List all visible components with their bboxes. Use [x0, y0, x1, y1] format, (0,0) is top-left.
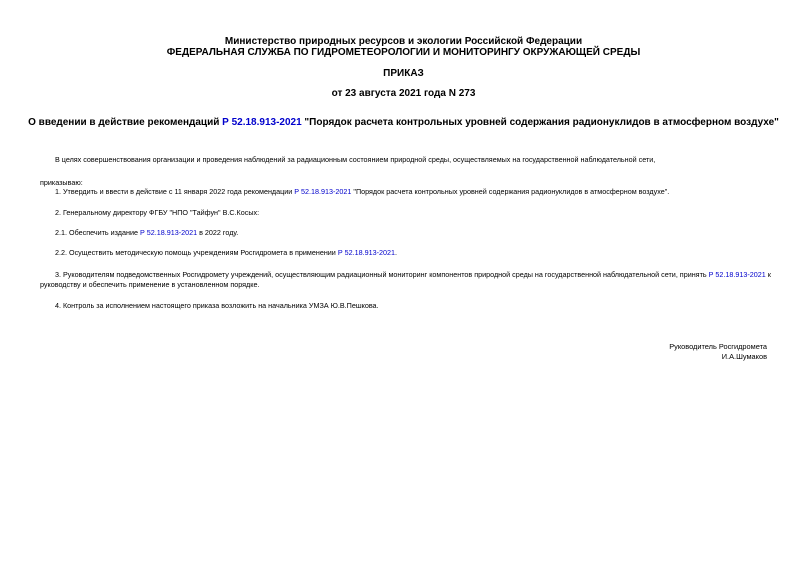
service-name: ФЕДЕРАЛЬНАЯ СЛУЖБА ПО ГИДРОМЕТЕОРОЛОГИИ И МОНИТОРИНГУ ОКРУЖАЮЩЕЙ СРЕДЫ: [166, 47, 641, 58]
order-item-1: [40, 187, 780, 197]
item3-suffix: к руководству и обеспечить применение в установленном порядке.: [40, 270, 771, 289]
signature-position: Руководитель Росгидромета: [669, 342, 767, 351]
preamble-paragraph: В целях совершенствования организации и проведения наблюдений за радиационным состоянием природной среды, осуществляемых на государственной наблюдательной сети,: [55, 155, 656, 164]
title-suffix: "Порядок расчета контрольных уровней содержания радионуклидов в атмосферном воздухе": [301, 117, 779, 128]
item21-prefix: 2.1. Обеспечить издание: [55, 228, 140, 237]
ministry-name: Министерство природных ресурсов и экологии Российской Федерации: [224, 36, 583, 47]
title-prefix: О введении в действие рекомендаций: [28, 117, 223, 128]
document-title: [0, 117, 807, 128]
document-date-number: от 23 августа 2021 года N 273: [331, 88, 476, 99]
item22-prefix: 2.2. Осуществить методическую помощь учреждениям Росгидромета в применении: [55, 248, 338, 257]
item1-doc-link[interactable]: Р 52.18.913-2021: [294, 187, 352, 196]
title-doc-link[interactable]: Р 52.18.913-2021: [222, 117, 302, 128]
item3-prefix: 3. Руководителям подведомственных Росгидромету учреждений, осуществляющим радиационный мониторинг компонентов природной среды на государственной наблюдательной сети, принять: [55, 270, 709, 279]
order-item-2-1: [40, 228, 780, 238]
order-item-2: 2. Генеральному директору ФГБУ "НПО "Тайфун" В.С.Косых:: [55, 208, 260, 217]
document-type: ПРИКАЗ: [383, 68, 424, 79]
item21-suffix: в 2022 году.: [197, 228, 239, 237]
item22-suffix: .: [394, 248, 397, 257]
order-item-2-2: [40, 248, 780, 258]
order-item-4: 4. Контроль за исполнением настоящего приказа возложить на начальника УМЗА Ю.В.Пешкова.: [55, 301, 379, 310]
item3-doc-link[interactable]: Р 52.18.913-2021: [708, 270, 766, 279]
order-word: приказываю:: [40, 178, 83, 187]
signature-name: И.А.Шумаков: [721, 352, 767, 361]
order-item-3: [40, 270, 780, 290]
item22-doc-link[interactable]: Р 52.18.913-2021: [337, 248, 395, 257]
item1-prefix: 1. Утвердить и ввести в действие с 11 января 2022 года рекомендации: [55, 187, 295, 196]
item21-doc-link[interactable]: Р 52.18.913-2021: [139, 228, 198, 237]
item1-suffix: "Порядок расчета контрольных уровней содержания радионуклидов в атмосферном воздухе".: [351, 187, 670, 196]
